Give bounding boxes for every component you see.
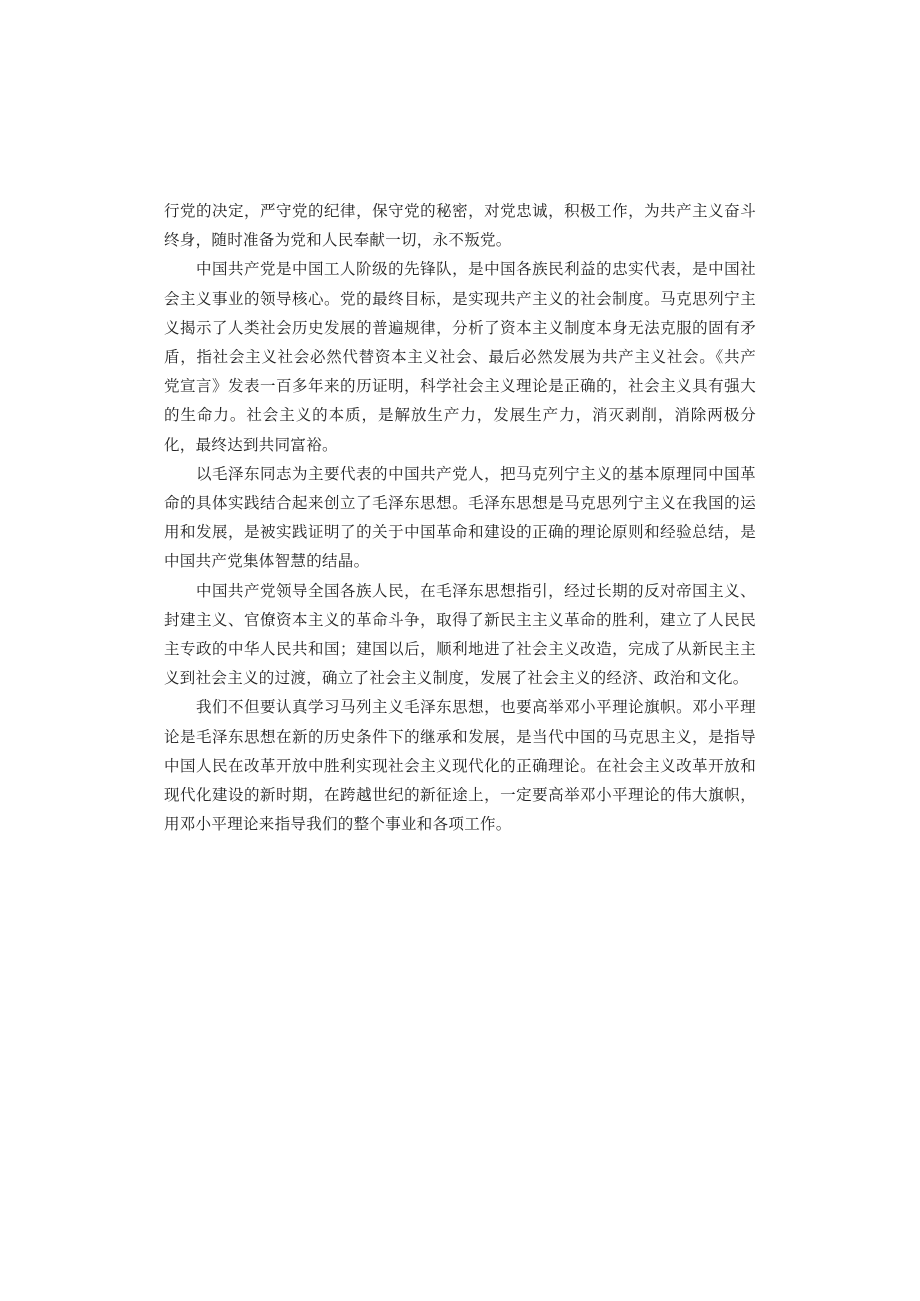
paragraph-revolution-history: 中国共产党领导全国各族人民，在毛泽东思想指引，经过长期的反对帝国主义、封建主义、官僚资本主义的革命斗争，取得了新民主主义革命的胜利，建立了人民民主专政的中华人民共和国；建国以后，顺利地进了社会主义改造，完成了从新民主主义到社会主义的过渡，确立了社会主义制度，发展了社会主义的经济、政治和文化。 — [164, 581, 756, 688]
paragraph-party-nature: 中国共产党是中国工人阶级的先锋队，是中国各族民利益的忠实代表，是中国社会主义事业的领导核心。党的最终目标，是实现共产主义的社会制度。马克思列宁主义揭示了人类社会历史发展的普遍规律，分析了资本主义制度本身无法克服的固有矛盾，指社会主义社会必然代替资本主义社会、最后必然发展为共产主义社会。《共产党宣言》发表一百多年来的历证明，科学社会主义理论是正确的，社会主义具有强大的生命力。社会主义的本质，是解放生产力，发展生产力，消灭剥削，消除两极分化，最终达到共同富裕。 — [164, 260, 756, 454]
document-body — [164, 197, 756, 839]
paragraph-continuation: 行党的决定，严守党的纪律，保守党的秘密，对党忠诚，积极工作，为共产主义奋斗终身，随时准备为党和人民奉献一切，永不叛党。 — [164, 202, 756, 250]
paragraph-mao-thought: 以毛泽东同志为主要代表的中国共产党人，把马克列宁主义的基本原理同中国革命的具体实践结合起来创立了毛泽东思想。毛泽东思想是马克思列宁主义在我国的运用和发展，是被实践证明了的关于中国革命和建设的正确的理论原则和经验总结，是中国共产党集体智慧的结晶。 — [164, 464, 756, 571]
paragraph-deng-theory: 我们不但要认真学习马列主义毛泽东思想，也要高举邓小平理论旗帜。邓小平理论是毛泽东思想在新的历史条件下的继承和发展，是当代中国的马克思主义，是指导中国人民在改革开放中胜利实现社会主义现代化的正确理论。在社会主义改革开放和现代化建设的新时期，在跨越世纪的新征途上，一定要高举邓小平理论的伟大旗帜，用邓小平理论来指导我们的整个事业和各项工作。 — [164, 698, 756, 834]
